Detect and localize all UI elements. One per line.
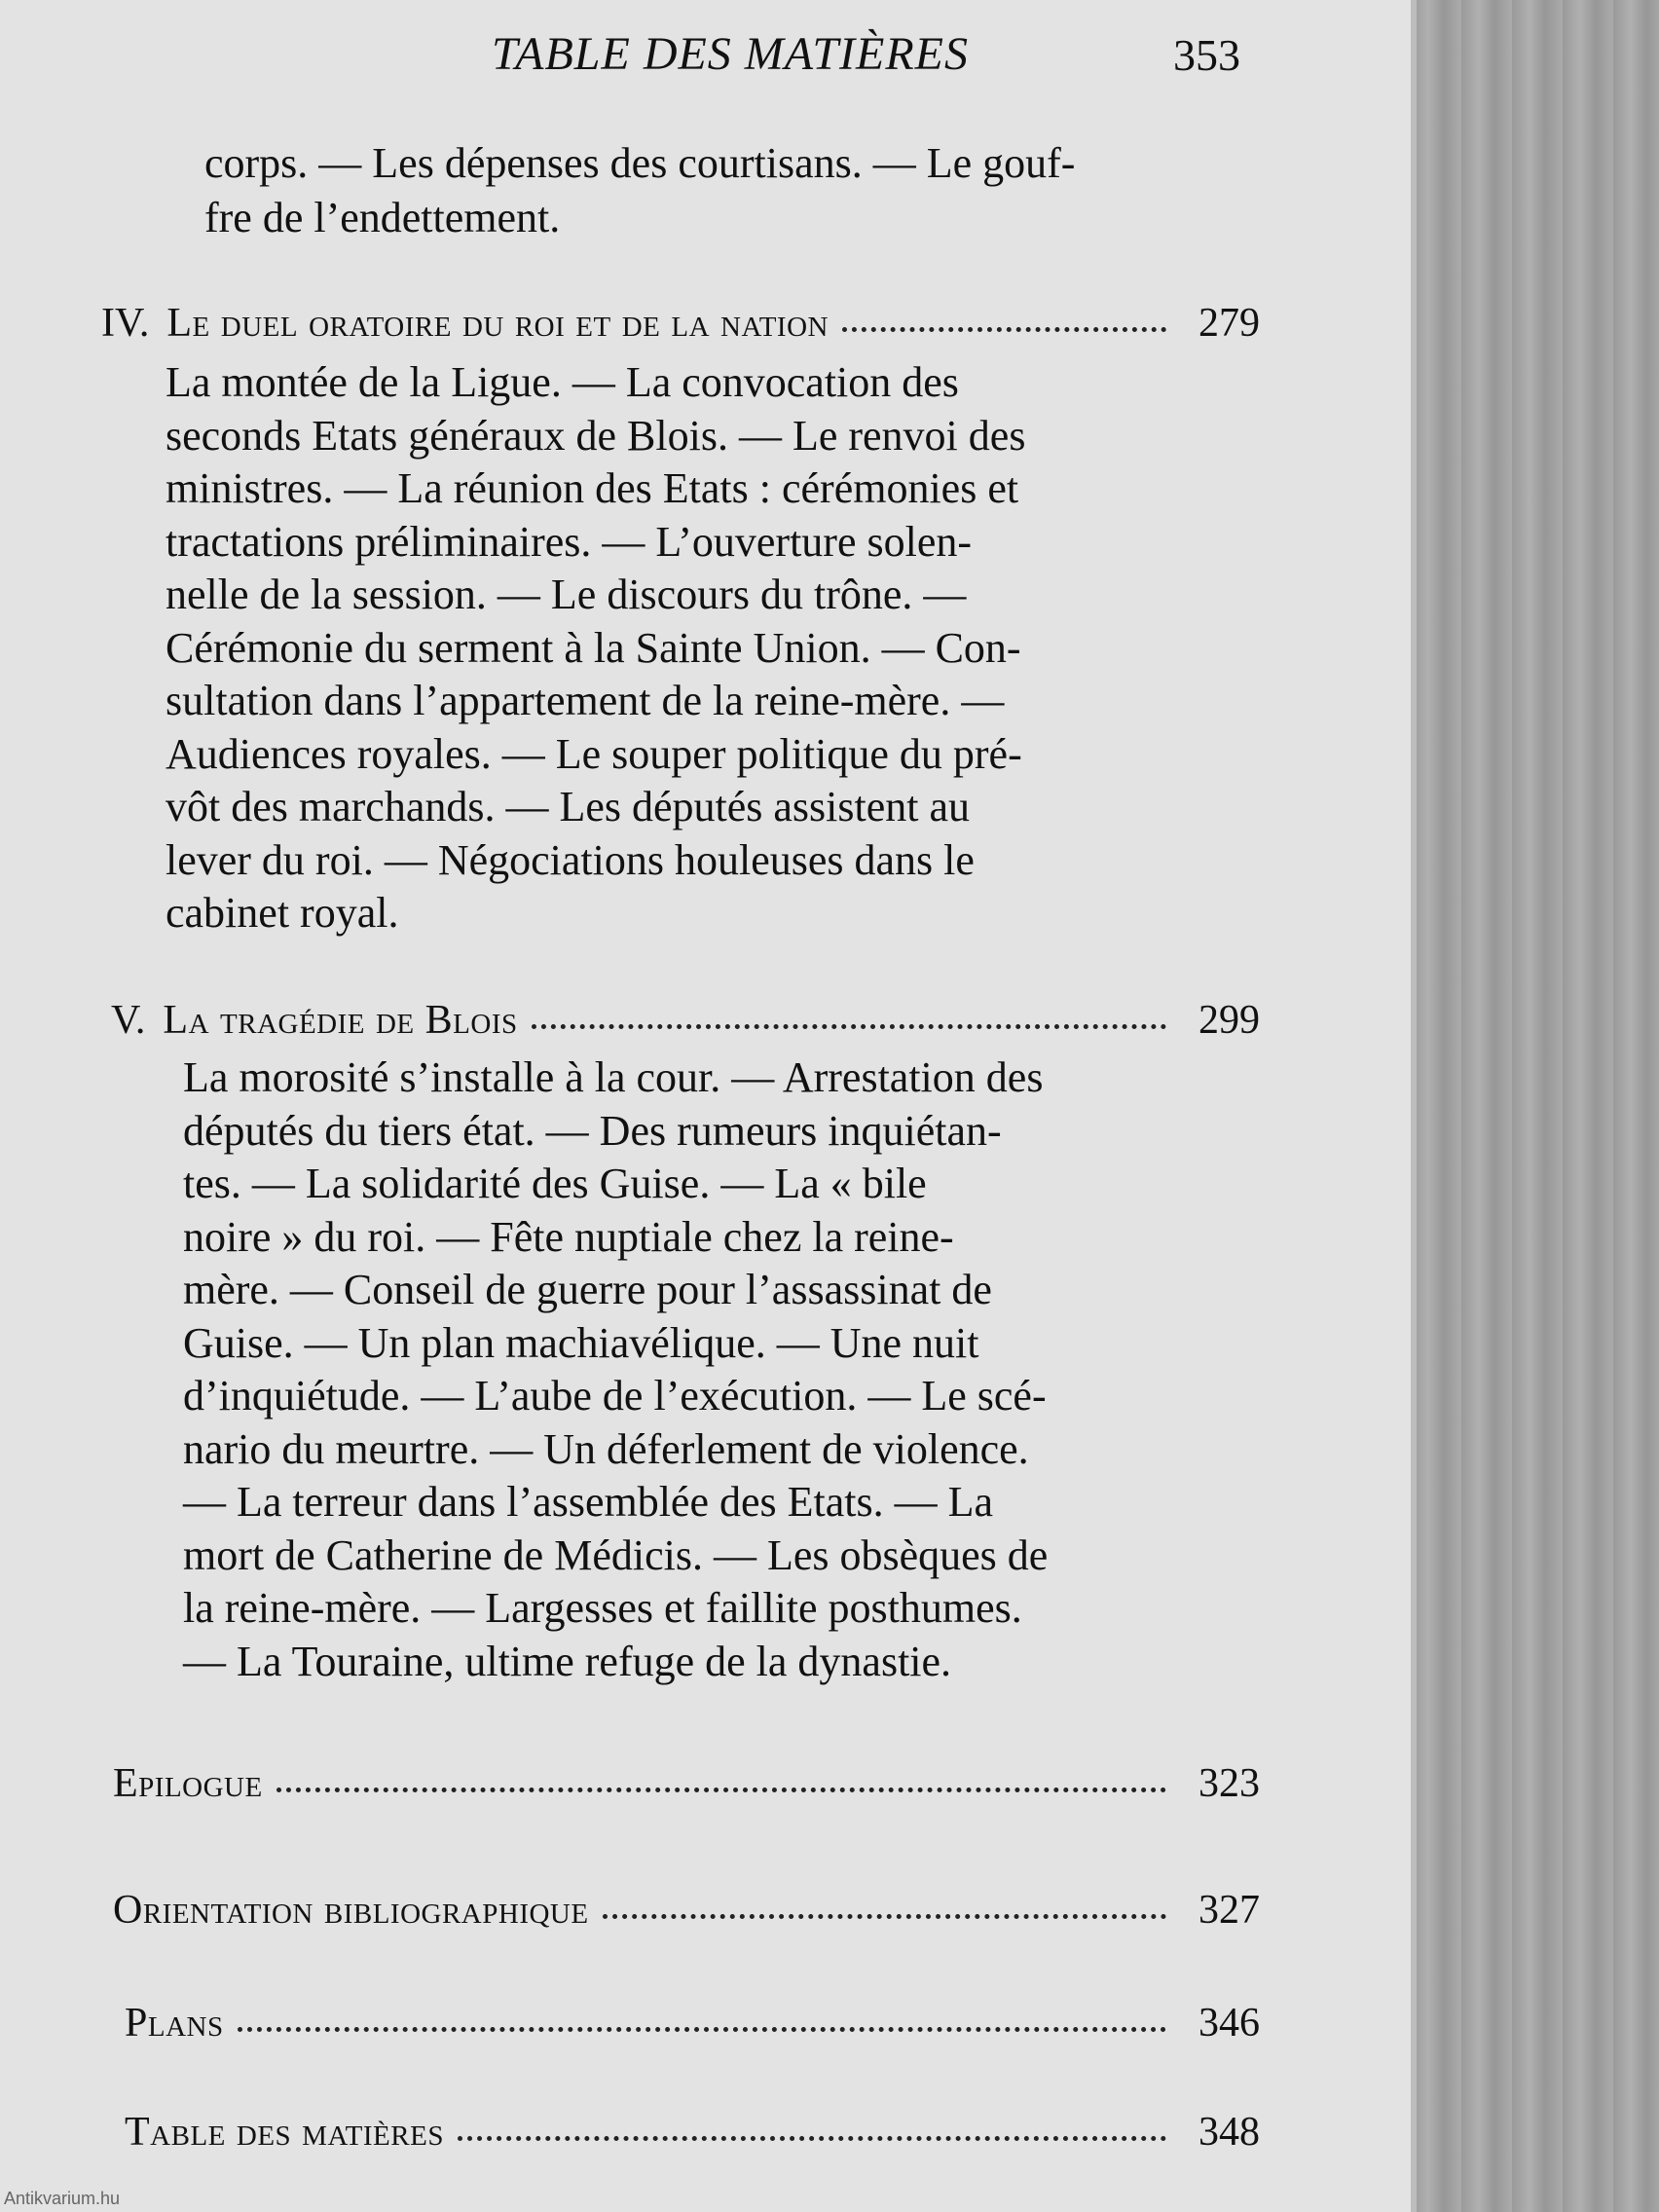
text-line: députés du tiers état. — Des rumeurs inquiétan- xyxy=(183,1106,1002,1155)
entry-title: Plans xyxy=(125,2001,224,2046)
text-line: tes. — La solidarité des Guise. — La « bile xyxy=(183,1160,927,1207)
text-line: fre de l’endettement. xyxy=(204,194,561,241)
text-line: mort de Catherine de Médicis. — Les obsèques de xyxy=(183,1530,1049,1579)
chapter-number: V. xyxy=(111,998,146,1043)
dot-leader xyxy=(276,1788,1166,1792)
text-line: Guise. — Un plan machiavélique. — Une nuit xyxy=(183,1318,979,1367)
text-line: Cérémonie du serment à la Sainte Union. — Con- xyxy=(166,623,1021,672)
dot-leader xyxy=(603,1914,1166,1919)
chapter-title: La tragédie de Blois xyxy=(163,998,518,1043)
text-line: vôt des marchands. — Les députés assistent au xyxy=(166,783,971,830)
toc-entry-bibliography xyxy=(113,1887,1260,1934)
entry-title: Table des matières xyxy=(125,2110,444,2155)
toc-entry-plans xyxy=(125,2000,1260,2046)
entry-page-number: 323 xyxy=(1198,1761,1260,1806)
chapter-iv-summary xyxy=(166,356,1129,940)
running-header-title: TABLE DES MATIÈRES xyxy=(492,28,969,80)
text-line: nario du meurtre. — Un déferlement de violence. xyxy=(183,1424,1029,1473)
text-line: mère. — Conseil de guerre pour l’assassinat de xyxy=(183,1266,992,1313)
dot-leader xyxy=(842,327,1166,332)
text-line: lever du roi. — Négociations houleuses dans le xyxy=(166,835,975,884)
chapter-number: IV. xyxy=(101,301,150,346)
text-line: sultation dans l’appartement de la reine-mère. — xyxy=(166,677,1005,724)
dot-leader xyxy=(238,2027,1166,2032)
chapter-page-number: 279 xyxy=(1198,301,1260,346)
text-line: La montée de la Ligue. — La convocation des xyxy=(166,358,959,406)
watermark-text: Antikvarium.hu xyxy=(4,2189,121,2208)
text-line: seconds Etats généraux de Blois. — Le renvoi des xyxy=(166,411,1026,460)
entry-page-number: 327 xyxy=(1198,1888,1260,1933)
text-line: ministres. — La réunion des Etats : cérémonies et xyxy=(166,464,1019,512)
text-line: La morosité s’installe à la cour. — Arrestation des xyxy=(183,1053,1044,1101)
toc-entry-table-of-contents xyxy=(125,2109,1260,2156)
text-line: nelle de la session. — Le discours du trône. — xyxy=(166,571,967,618)
chapter-title: Le duel oratoire du roi et de la nation xyxy=(166,301,829,346)
background-shadow xyxy=(1411,0,1659,2212)
text-line: Audiences royales. — Le souper politique du pré- xyxy=(166,729,1022,778)
entry-page-number: 348 xyxy=(1198,2110,1260,2155)
text-line: cabinet royal. xyxy=(166,889,399,937)
text-line: — La Touraine, ultime refuge de la dynastie. xyxy=(183,1637,952,1685)
entry-page-number: 346 xyxy=(1198,2001,1260,2046)
text-line: la reine-mère. — Largesses et faillite posthumes. xyxy=(183,1584,1022,1632)
text-line: corps. — Les dépenses des courtisans. — Le gouf- xyxy=(204,139,1076,187)
toc-entry-epilogue xyxy=(113,1760,1260,1807)
toc-entry-chapter-iv xyxy=(101,300,1260,347)
text-line: d’inquiétude. — L’aube de l’exécution. — Le scé- xyxy=(183,1372,1047,1419)
text-line: tractations préliminaires. — L’ouverture solen- xyxy=(166,517,973,566)
dot-leader xyxy=(458,2136,1166,2141)
chapter-v-summary xyxy=(183,1051,1147,1688)
toc-entry-chapter-v xyxy=(111,997,1260,1044)
text-line: — La terreur dans l’assemblée des Etats. — La xyxy=(183,1478,994,1526)
text-line: noire » du roi. — Fête nuptiale chez la reine- xyxy=(183,1212,954,1261)
intro-paragraph xyxy=(204,136,1159,245)
chapter-page-number: 299 xyxy=(1198,998,1260,1043)
dot-leader xyxy=(532,1024,1166,1029)
entry-title: Epilogue xyxy=(113,1761,263,1806)
running-header-page-number: 353 xyxy=(1173,30,1240,80)
entry-title: Orientation bibliographique xyxy=(113,1888,589,1933)
